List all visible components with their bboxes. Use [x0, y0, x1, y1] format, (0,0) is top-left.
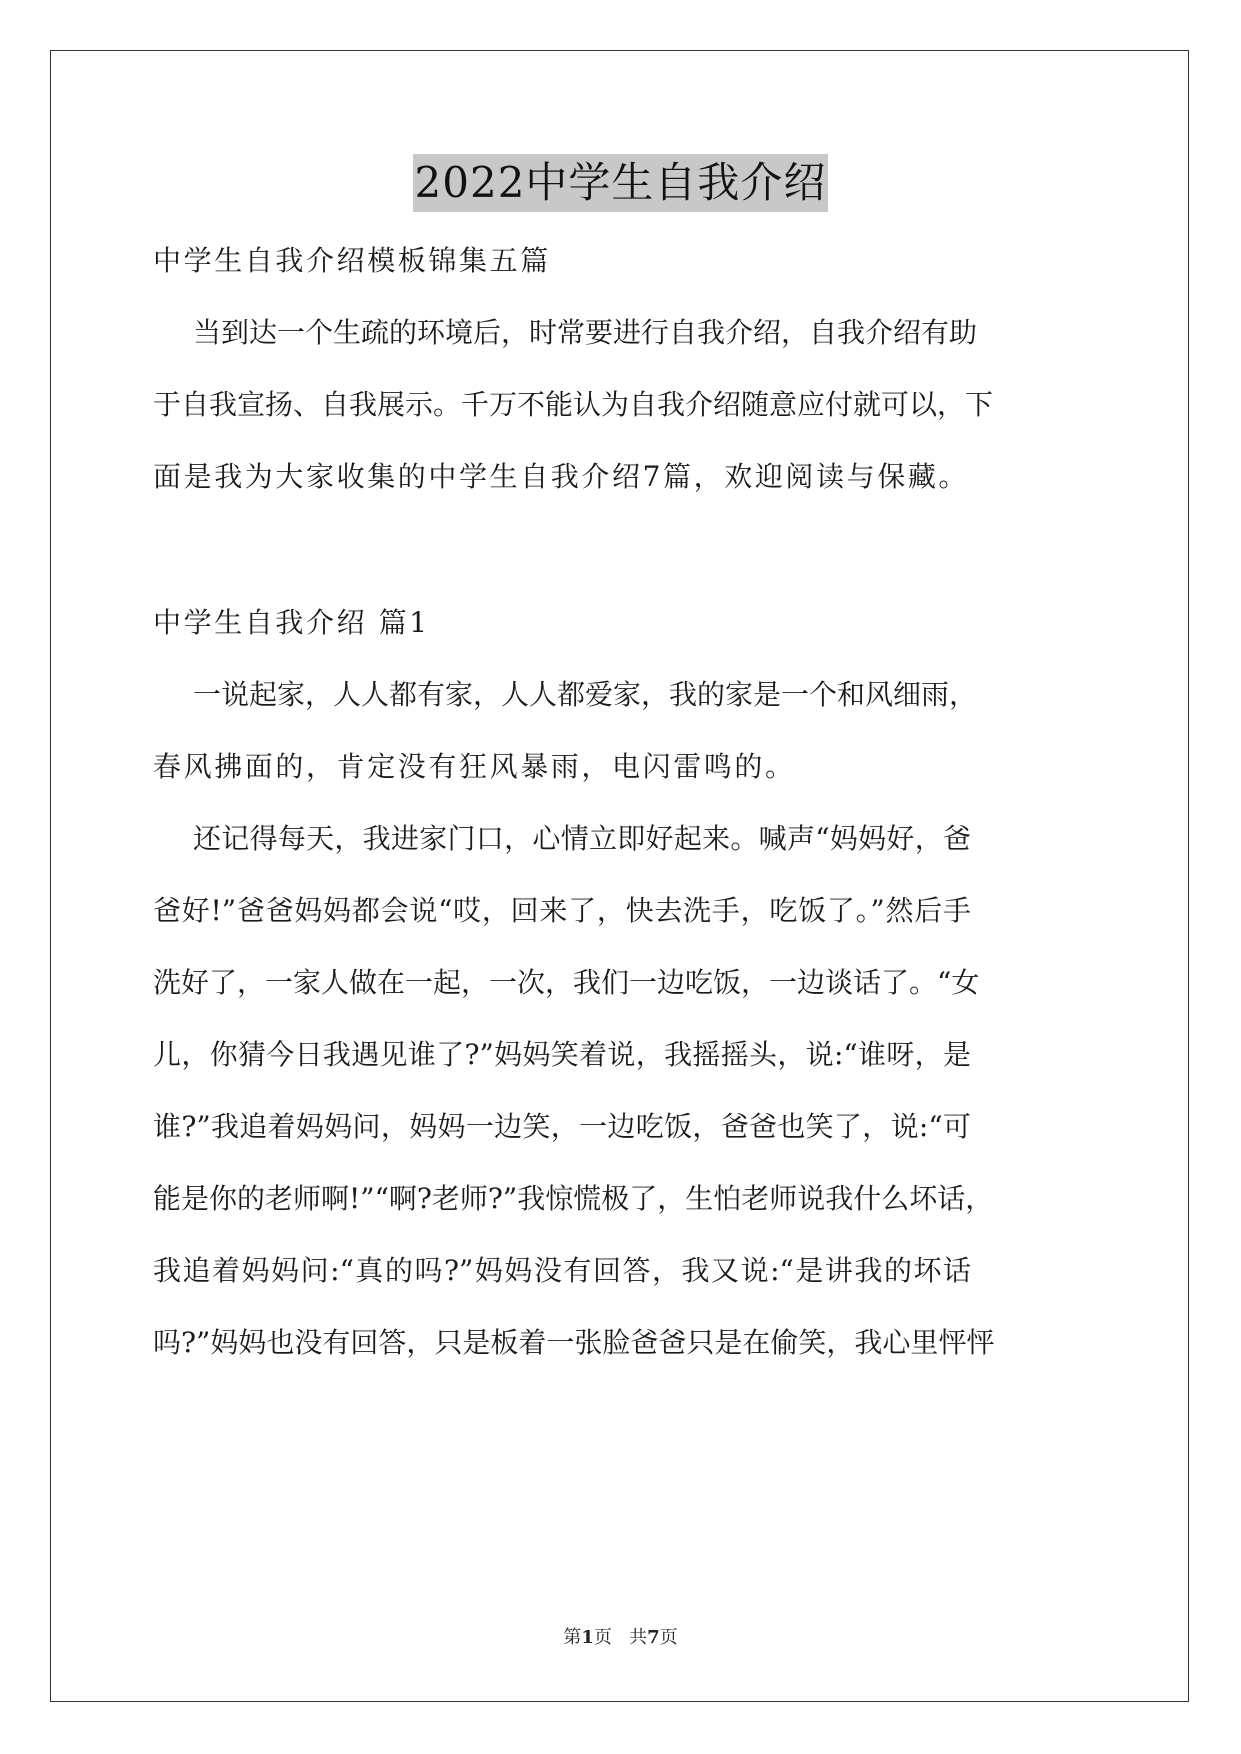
- paragraph-line: 谁?”我追着妈妈问，妈妈一边笑，一边吃饭，爸爸也笑了，说:“可: [153, 1110, 971, 1143]
- page-current: 1: [581, 1627, 594, 1648]
- page-footer: [0, 1626, 1241, 1650]
- paragraph-line: 爸好!”爸爸妈妈都会说“哎，回来了，快去洗手，吃饭了。”然后手: [153, 894, 971, 927]
- intro-line: 当到达一个生疏的环境后，时常要进行自我介绍，自我介绍有助: [193, 316, 978, 349]
- page-total: 7: [647, 1627, 660, 1648]
- paragraph-line: 能是你的老师啊!”“啊?老师?”我惊慌极了，生怕老师说我什么坏话，: [153, 1182, 994, 1215]
- total-prefix: 共: [629, 1627, 648, 1648]
- intro-line: 于自我宣扬、自我展示。千万不能认为自我介绍随意应付就可以，下: [153, 388, 994, 421]
- paragraph-line: 一说起家，人人都有家，人人都爱家，我的家是一个和风细雨，: [193, 678, 978, 711]
- page-border: [50, 50, 1189, 1702]
- paragraph-line: 春风拂面的，肯定没有狂风暴雨，电闪雷鸣的。: [153, 750, 796, 783]
- title-container: [0, 154, 1241, 212]
- document-title: 2022中学生自我介绍: [413, 154, 829, 212]
- subtitle: 中学生自我介绍模板锦集五篇: [153, 244, 551, 277]
- intro-line: 面是我为大家收集的中学生自我介绍7篇，欢迎阅读与保藏。: [153, 460, 970, 493]
- paragraph-line: 我追着妈妈问:“真的吗?”妈妈没有回答，我又说:“是讲我的坏话: [153, 1254, 971, 1287]
- paragraph-line: 洗好了，一家人做在一起，一次，我们一边吃饭，一边谈话了。“女: [153, 966, 980, 999]
- page-prefix: 第: [563, 1627, 582, 1648]
- page-unit: 页: [593, 1627, 612, 1648]
- paragraph-line: 吗?”妈妈也没有回答，只是板着一张脸爸爸只是在偷笑，我心里怦怦: [153, 1326, 995, 1359]
- paragraph-line: 儿，你猜今日我遇见谁了?”妈妈笑着说，我摇摇头，说:“谁呀，是: [153, 1038, 971, 1071]
- section-heading: 中学生自我介绍 篇1: [153, 606, 430, 639]
- total-unit: 页: [659, 1627, 678, 1648]
- paragraph-line: 还记得每天，我进家门口，心情立即好起来。喊声“妈妈好，爸: [193, 822, 971, 855]
